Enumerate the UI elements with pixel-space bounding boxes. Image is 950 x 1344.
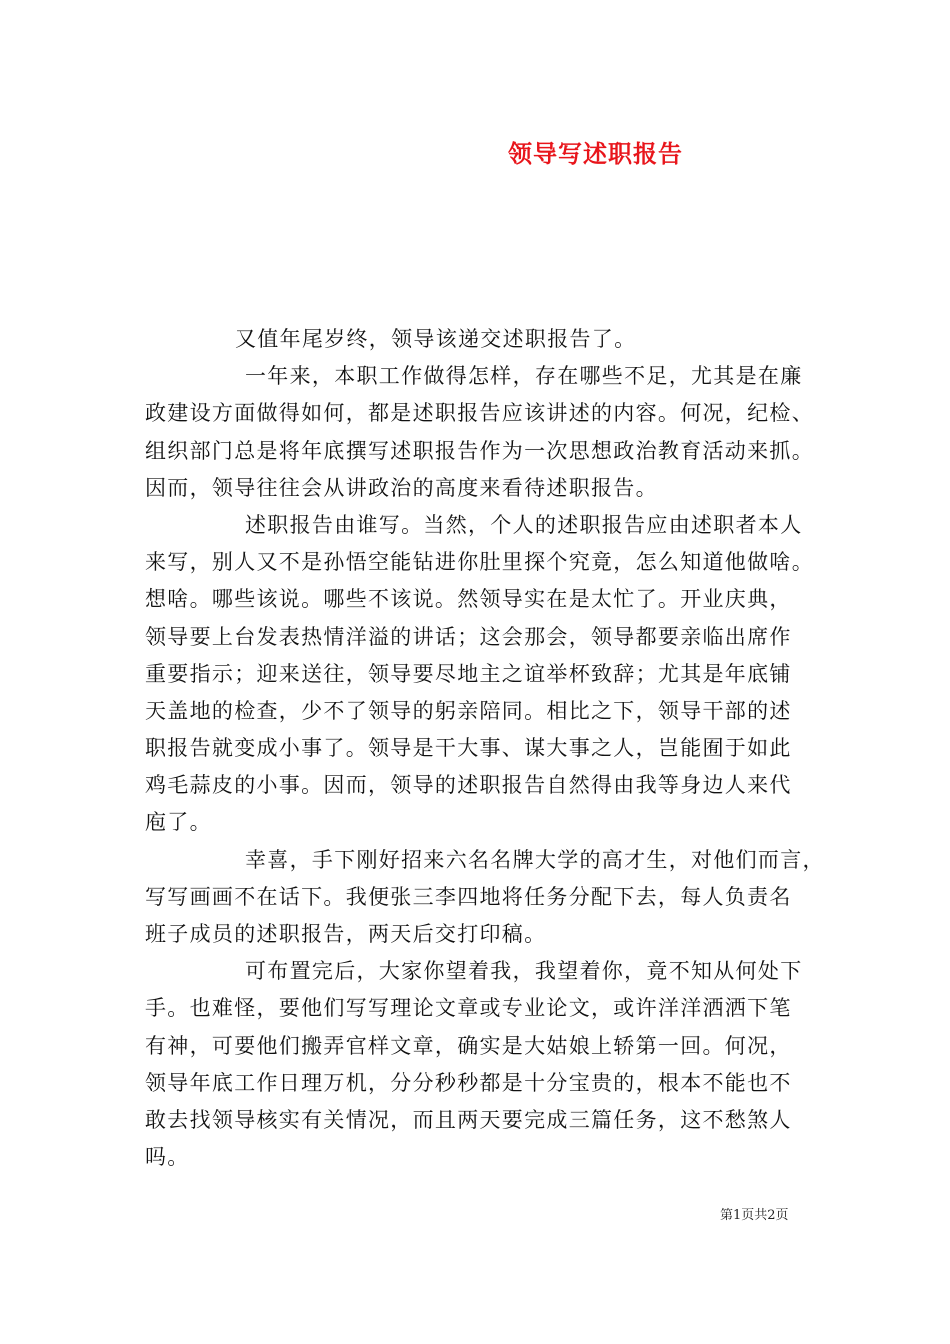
text-line: 政建设方面做得如何，都是述职报告应该讲述的内容。何况，纪检、 [145, 401, 814, 426]
text-line: 述职报告由谁写。当然，个人的述职报告应由述职者本人 [245, 512, 803, 537]
text-line: 写写画画不在话下。我便张三李四地将任务分配下去，每人负责名 [145, 884, 792, 909]
text-line: 来写，别人又不是孙悟空能钻进你肚里探个究竟，怎么知道他做啥。 [145, 550, 814, 575]
text-line: 班子成员的述职报告，两天后交打印稿。 [145, 922, 547, 946]
paragraph [145, 842, 825, 954]
text-line: 领导年底工作日理万机，分分秒秒都是十分宝贵的，根本不能也不 [145, 1070, 792, 1095]
text-line: 鸡毛蒜皮的小事。因而，领导的述职报告自然得由我等身边人来代 [145, 773, 792, 798]
text-line: 吗。 [145, 1145, 190, 1170]
text-line: 职报告就变成小事了。领导是干大事、谋大事之人，岂能囿于如此 [145, 736, 792, 761]
document-title: 领导写述职报告 [508, 139, 683, 168]
paragraph [145, 358, 825, 507]
text-line: 幸喜，手下刚好招来六名名牌大学的高才生，对他们而言， [245, 847, 825, 872]
document-body [145, 321, 825, 1176]
text-line: 组织部门总是将年底撰写述职报告作为一次思想政治教育活动来抓。 [145, 438, 814, 463]
text-line: 重要指示；迎来送往，领导要尽地主之谊举杯致辞；尤其是年底铺 [145, 661, 792, 686]
paragraph [145, 321, 825, 358]
text-line: 可布置完后，大家你望着我，我望着你，竟不知从何处下 [245, 959, 803, 984]
text-line: 又值年尾岁终，领导该递交述职报告了。 [235, 327, 637, 351]
paragraph [145, 953, 825, 1176]
text-line: 一年来，本职工作做得怎样，存在哪些不足，尤其是在廉 [245, 364, 803, 389]
text-line: 领导要上台发表热情洋溢的讲话；这会那会，领导都要亲临出席作 [145, 624, 792, 649]
text-line: 天盖地的检查，少不了领导的躬亲陪同。相比之下，领导干部的述 [145, 698, 792, 723]
paragraph [145, 507, 825, 842]
page-number: 第1页共2页 [720, 1208, 789, 1223]
text-line: 因而，领导往往会从讲政治的高度来看待述职报告。 [145, 475, 658, 500]
text-line: 敢去找领导核实有关情况，而且两天要完成三篇任务，这不愁煞人 [145, 1107, 792, 1132]
text-line: 手。也难怪，要他们写写理论文章或专业论文，或许洋洋洒洒下笔 [145, 996, 792, 1021]
text-line: 庖了。 [145, 810, 212, 835]
text-line: 想啥。哪些该说。哪些不该说。然领导实在是太忙了。开业庆典， [145, 587, 792, 612]
text-line: 有神，可要他们搬弄官样文章，确实是大姑娘上轿第一回。何况， [145, 1033, 792, 1058]
